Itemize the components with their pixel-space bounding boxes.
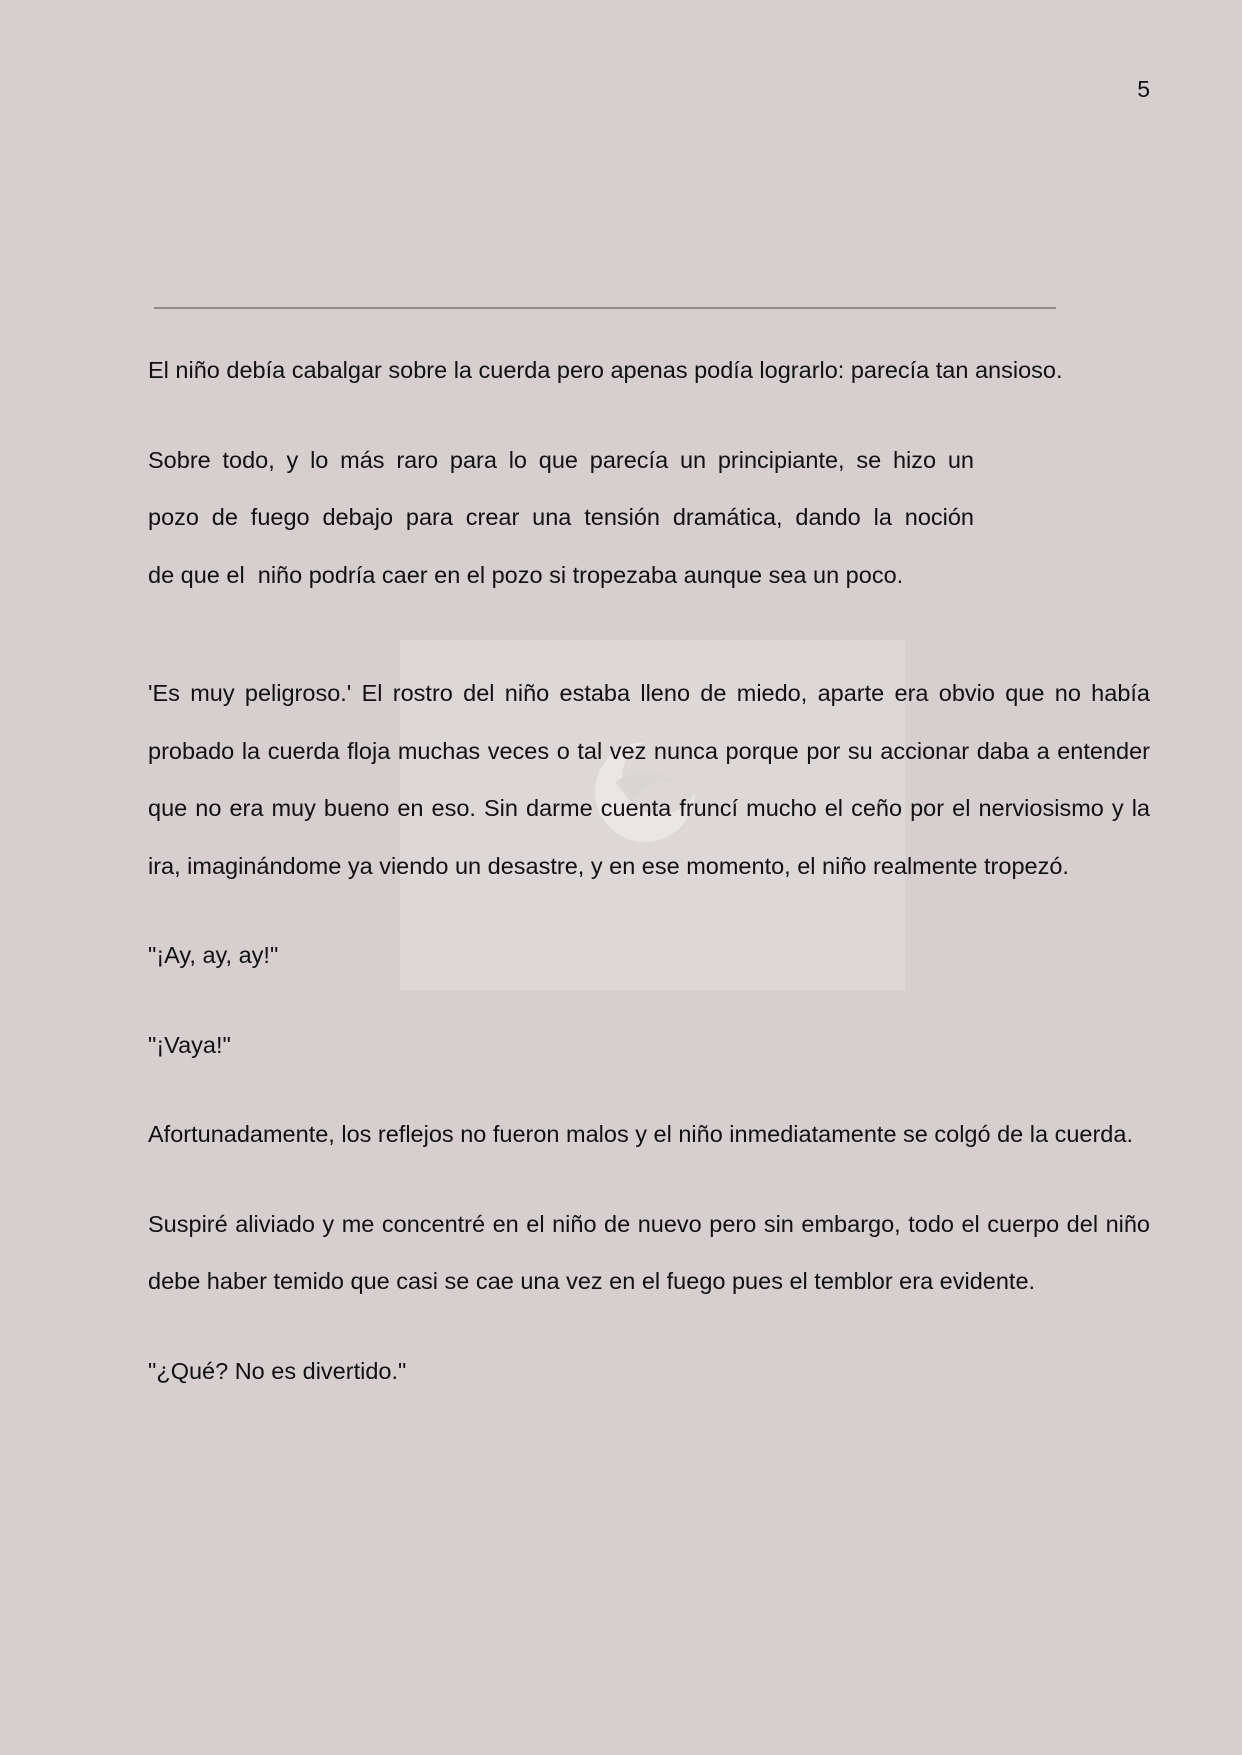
paragraph-2 — [148, 432, 974, 605]
paragraph-2-line-3: de que el niño podría caer en el pozo si tropezaba aunque sea un poco. — [148, 561, 904, 588]
paragraph-1: El niño debía cabalgar sobre la cuerda pero apenas podía lograrlo: parecía tan ansioso. — [148, 357, 1063, 383]
header-rule — [154, 307, 1056, 309]
paragraph-5: Suspiré aliviado y me concentré en el niño de nuevo pero sin embargo, todo el cuerpo del niño debe haber temido que casi se cae una vez en el fuego pues el temblor era evidente. — [148, 1210, 1150, 1294]
page-number: 5 — [1137, 76, 1150, 102]
paragraph-2-line-2: pozo de fuego debajo para crear una tensión dramática, dando la noción — [148, 504, 974, 530]
body-text — [148, 342, 1150, 1432]
dialogue-2: "¡Vaya!" — [148, 1031, 231, 1058]
paragraph-2-line-1: Sobre todo, y lo más raro para lo que parecía un principiante, se hizo un — [148, 446, 974, 473]
paragraph-3: 'Es muy peligroso.' El rostro del niño estaba lleno de miedo, aparte era obvio que no había probado la cuerda floja muchas veces o tal vez nunca porque por su accionar daba a entender que no era muy bueno en eso. Sin darme cuenta fruncí mucho el ceño por el nerviosismo y la ira, imaginándome ya viendo un desastre, y en ese momento, el niño realmente tropezó. — [148, 680, 1150, 879]
dialogue-3: "¿Qué? No es divertido." — [148, 1357, 407, 1384]
paragraph-4: Afortunadamente, los reflejos no fueron malos y el niño inmediatamente se colgó de la cuerda. — [148, 1121, 1133, 1147]
dialogue-1: "¡Ay, ay, ay!" — [148, 942, 279, 968]
